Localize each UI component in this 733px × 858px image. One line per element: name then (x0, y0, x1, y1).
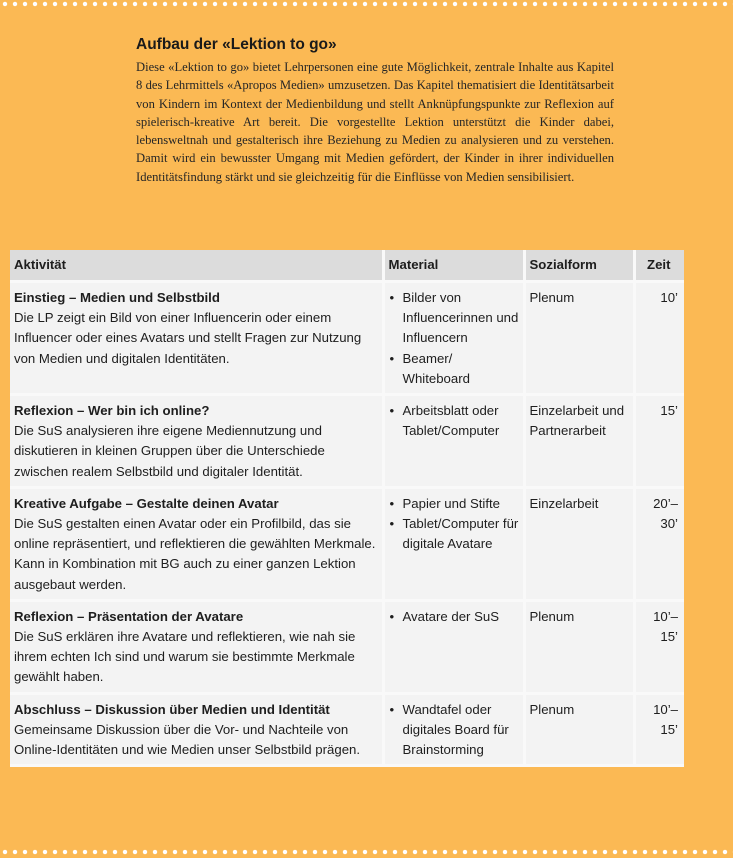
activity-description: Die SuS gestalten einen Avatar oder ein Profilbild, das sie online repräsentiert, und reflektieren die gewählten Merkmale. (14, 516, 376, 552)
header-social-form: Sozialform (524, 250, 634, 282)
material-cell (383, 600, 524, 693)
activity-title: Kreative Aufgabe – Gestalte deinen Avatar (14, 495, 279, 511)
activity-title: Abschluss – Diskussion über Medien und Identität (14, 701, 330, 717)
material-item: • Beamer/ Whiteboard (389, 349, 519, 389)
activity-title: Reflexion – Präsentation der Avatare (14, 608, 244, 624)
header-material: Material (383, 250, 524, 282)
activity-note: Kann in Kombination mit BG auch zu einer ganzen Lektion ausgebaut werden. (14, 556, 356, 592)
social-form-cell: Einzelarbeit (524, 487, 634, 600)
lesson-plan-table (10, 250, 684, 767)
material-cell (383, 395, 524, 488)
activity-cell (10, 600, 383, 693)
material-item: • Tablet/Computer für digitale Avatare (389, 514, 519, 554)
social-form-cell: Einzelarbeit und Partnerarbeit (524, 395, 634, 488)
social-form-cell: Plenum (524, 282, 634, 395)
dotted-border-bottom (0, 848, 733, 856)
activity-description: Die SuS erklären ihre Avatare und reflektieren, wie nah sie ihrem echten Ich sind und warum sie bestimmte Merkmale gewählt haben. (14, 629, 356, 685)
intro-paragraph: Diese «Lektion to go» bietet Lehrpersonen eine gute Möglichkeit, zentrale Inhalte aus Kapitel 8 des Lehrmittels «Apropos Medien» umzusetzen. Das Kapitel thematisiert die Identitätsarbeit von Kindern im Kontext der Medienbildung und stellt Anknüpfungspunkte zur Reflexion auf spielerisch-kreative Art bereit. Die vorgestellte Lektion unterstützt die Kinder dabei, lebensweltnah und gestalterisch ihre Beziehung zu Medien zu analysieren und zu verstehen. Damit wird ein bewusster Umgang mit Medien gefördert, der Kinder in ihrer individuellen Identitätsfindung stärkt und sie gleichzeitig für die Einflüsse von Medien sensibilisiert. (136, 60, 614, 184)
table-header-row (10, 250, 684, 282)
activity-cell (10, 693, 383, 766)
material-item: • Bilder von Influencerinnen und Influencern (389, 288, 519, 349)
intro-section (136, 36, 614, 186)
material-item: • Wandtafel oder digitales Board für Brainstorming (389, 700, 519, 761)
social-form-cell: Plenum (524, 693, 634, 766)
dotted-border-top (0, 0, 733, 8)
activity-cell (10, 395, 383, 488)
material-cell (383, 282, 524, 395)
table-row (10, 600, 684, 693)
time-cell: 15’ (634, 395, 684, 488)
material-item: • Papier und Stifte (389, 494, 519, 514)
activity-cell (10, 282, 383, 395)
material-item: • Arbeitsblatt oder Tablet/Computer (389, 401, 519, 441)
activity-title: Reflexion – Wer bin ich online? (14, 403, 210, 419)
activity-description: Gemeinsame Diskussion über die Vor- und Nachteile von Online-Identitäten und wie Medien unser Selbstbild prägen. (14, 721, 361, 758)
time-cell: 10’–15’ (634, 600, 684, 693)
table-row (10, 487, 684, 600)
activity-cell (10, 487, 383, 600)
header-time: Zeit (634, 250, 684, 282)
material-item: • Avatare der SuS (389, 607, 519, 627)
time-cell: 20’–30’ (634, 487, 684, 600)
activity-description: Die SuS analysieren ihre eigene Mediennutzung und diskutieren in kleinen Gruppen über die Unterschiede zwischen realem Selbstbild und digitaler Identität. (14, 423, 325, 479)
activity-title: Einstieg – Medien und Selbstbild (14, 290, 220, 305)
header-activity: Aktivität (10, 250, 383, 282)
table-row (10, 282, 684, 395)
table-row (10, 395, 684, 488)
time-cell: 10’ (634, 282, 684, 395)
time-cell: 10’–15’ (634, 693, 684, 766)
material-cell (383, 487, 524, 600)
activity-description: Die LP zeigt ein Bild von einer Influencerin oder einem Influencer oder eines Avatars und stellt Fragen zur Nutzung von Medien und digitalen Identitäten. (14, 310, 362, 366)
table-row (10, 693, 684, 766)
social-form-cell: Plenum (524, 600, 634, 693)
material-cell (383, 693, 524, 766)
section-title: Aufbau der «Lektion to go» (136, 36, 337, 53)
